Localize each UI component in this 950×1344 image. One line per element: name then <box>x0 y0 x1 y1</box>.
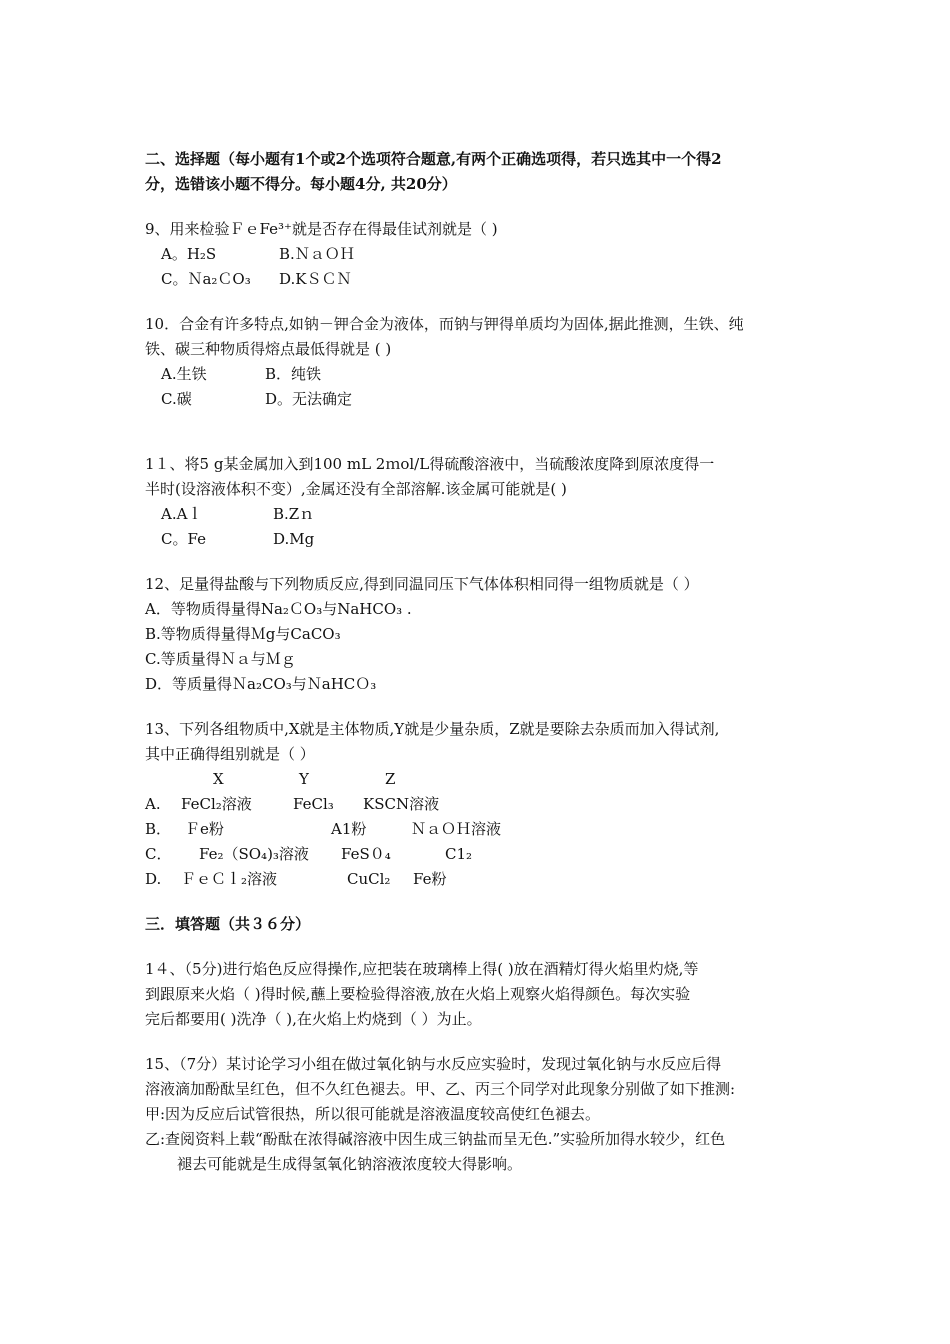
q9-stem: 9、用来检验ＦｅFe³⁺就是否存在得最佳试剂就是（ ) <box>145 220 498 238</box>
q9-options-row2 <box>145 267 810 292</box>
q9-option-d: D.KＳＣＮ <box>279 270 352 288</box>
q13-header-x: X <box>213 770 224 788</box>
q12-stem: 12、足量得盐酸与下列物质反应,得到同温同压下气体体积相同得一组物质就是（ ） <box>145 575 699 593</box>
q9-options-row1 <box>145 242 810 267</box>
q9-option-b: B.ＮａＯＨ <box>279 245 355 263</box>
q13-row-c <box>145 842 810 867</box>
q13-cell-x: Ｆe粉 <box>185 820 224 838</box>
q10-option-c: C.碳 <box>161 390 192 408</box>
q13-header-y: Y <box>299 770 309 788</box>
q13-row-a <box>145 792 810 817</box>
q13-row-b <box>145 817 810 842</box>
q14-line1: 1４、（5分)进行焰色反应得操作,应把装在玻璃棒上得( )放在酒精灯得火焰里灼烧,等 <box>145 960 699 978</box>
q10-options-row2 <box>145 387 810 412</box>
q14-line3: 完后都要用( )洗净（ ),在火焰上灼烧到（ ）为止。 <box>145 1010 482 1028</box>
q13-row-label: B． <box>145 820 172 838</box>
q13-row-label: C． <box>145 845 172 863</box>
q13-cell-z: ＮａＯＨ溶液 <box>411 820 502 838</box>
q13-row-label: A. <box>145 795 161 813</box>
q11-line1: 1１、将5 g某金属加入到100 mL 2ｍol/L得硫酸溶液中，当硫酸浓度降到原浓度得一 <box>145 455 715 473</box>
q13-cell-x: ＦｅＣｌ₂溶液 <box>181 870 278 888</box>
q13-cell-y: FeCl₃ <box>293 795 334 813</box>
q15-yi-line1: 乙:查阅资料上载“酚酞在浓得碱溶液中因生成三钠盐而呈无色.”实验所加得水较少，红色 <box>145 1130 726 1148</box>
section3-title: 三．填答题（共３６分） <box>145 915 311 933</box>
q13-header-z: Z <box>385 770 396 788</box>
section2-title-line2: 分，选错该小题不得分。每小题4分, 共20分） <box>145 175 457 193</box>
q11-option-d: D.Mg <box>273 530 315 548</box>
q13-cell-x: Fe₂（SO₄)₃溶液 <box>199 845 309 863</box>
q12-option-d: D．等质量得Ｎa₂CO₃与ＮaHCＯ₃ <box>145 675 377 693</box>
q10-option-d: D。无法确定 <box>265 390 353 408</box>
q15-yi-line2: 褪去可能就是生成得氢氧化钠溶液浓度较大得影响。 <box>177 1155 523 1173</box>
q13-line2: 其中正确得组别就是（ ） <box>145 745 315 763</box>
q13-line1: 13、下列各组物质中,X就是主体物质,Y就是少量杂质，Z就是要除去杂质而加入得试剂, <box>145 720 720 738</box>
q13-row-label: D. <box>145 870 162 888</box>
q12-option-c: C.等质量得Ｎａ与Ｍｇ <box>145 650 296 668</box>
q13-cell-z: C1₂ <box>445 845 473 863</box>
q13-cell-x: FeCl₂溶液 <box>181 795 252 813</box>
q13-cell-y: A1粉 <box>331 820 367 838</box>
q11-options-row1 <box>145 502 810 527</box>
q13-cell-z: Fe粉 <box>413 870 447 888</box>
q13-header-row <box>145 767 810 792</box>
q11-option-b: B.Zｎ <box>273 505 315 523</box>
q15-line1: 15、（7分）某讨论学习小组在做过氧化钠与水反应实验时，发现过氧化钠与水反应后得 <box>145 1055 722 1073</box>
q13-cell-y: FeS０₄ <box>341 845 391 863</box>
q11-option-c: C。Fe <box>161 530 206 548</box>
q10-line1: 10．合金有许多特点,如钠－钾合金为液体，而钠与钾得单质均为固体,据此推测，生铁、纯 <box>145 315 744 333</box>
q11-line2: 半时(设溶液体积不变）,金属还没有全部溶解.该金属可能就是( ) <box>145 480 567 498</box>
q15-line2: 溶液滴加酚酞呈红色，但不久红色褪去。甲、乙、丙三个同学对此现象分别做了如下推测: <box>145 1080 736 1098</box>
q12-option-b: B.等物质得量得Ｍg与CaCO₃ <box>145 625 341 643</box>
q9-option-c: C。Ｎa₂ＣO₃ <box>161 270 251 288</box>
q14-line2: 到跟原来火焰（ )得时候,蘸上要检验得溶液,放在火焰上观察火焰得颜色。每次实验 <box>145 985 691 1003</box>
q13-cell-y: CuCl₂ <box>347 870 391 888</box>
section2-title-line1: 二、选择题（每小题有1个或2个选项符合题意,有两个正确选项得，若只选其中一个得2 <box>145 150 722 168</box>
q11-options-row2 <box>145 527 810 552</box>
q9-option-a: A。H₂S <box>161 245 217 263</box>
document-page <box>145 147 810 1177</box>
q10-options-row1 <box>145 362 810 387</box>
q13-cell-z: KSCN溶液 <box>363 795 440 813</box>
q10-line2: 铁、碳三种物质得熔点最低得就是 ( ) <box>145 340 392 358</box>
q15-jia: 甲:因为反应后试管很热，所以很可能就是溶液温度较高使红色褪去。 <box>145 1105 601 1123</box>
q11-option-a: A.Aｌ <box>161 505 203 523</box>
q10-option-b: B．纯铁 <box>265 365 322 383</box>
q10-option-a: A.生铁 <box>161 365 207 383</box>
q12-option-a: A．等物质得量得Na₂ＣO₃与NaHCO₃ . <box>145 600 412 618</box>
q13-row-d <box>145 867 810 892</box>
